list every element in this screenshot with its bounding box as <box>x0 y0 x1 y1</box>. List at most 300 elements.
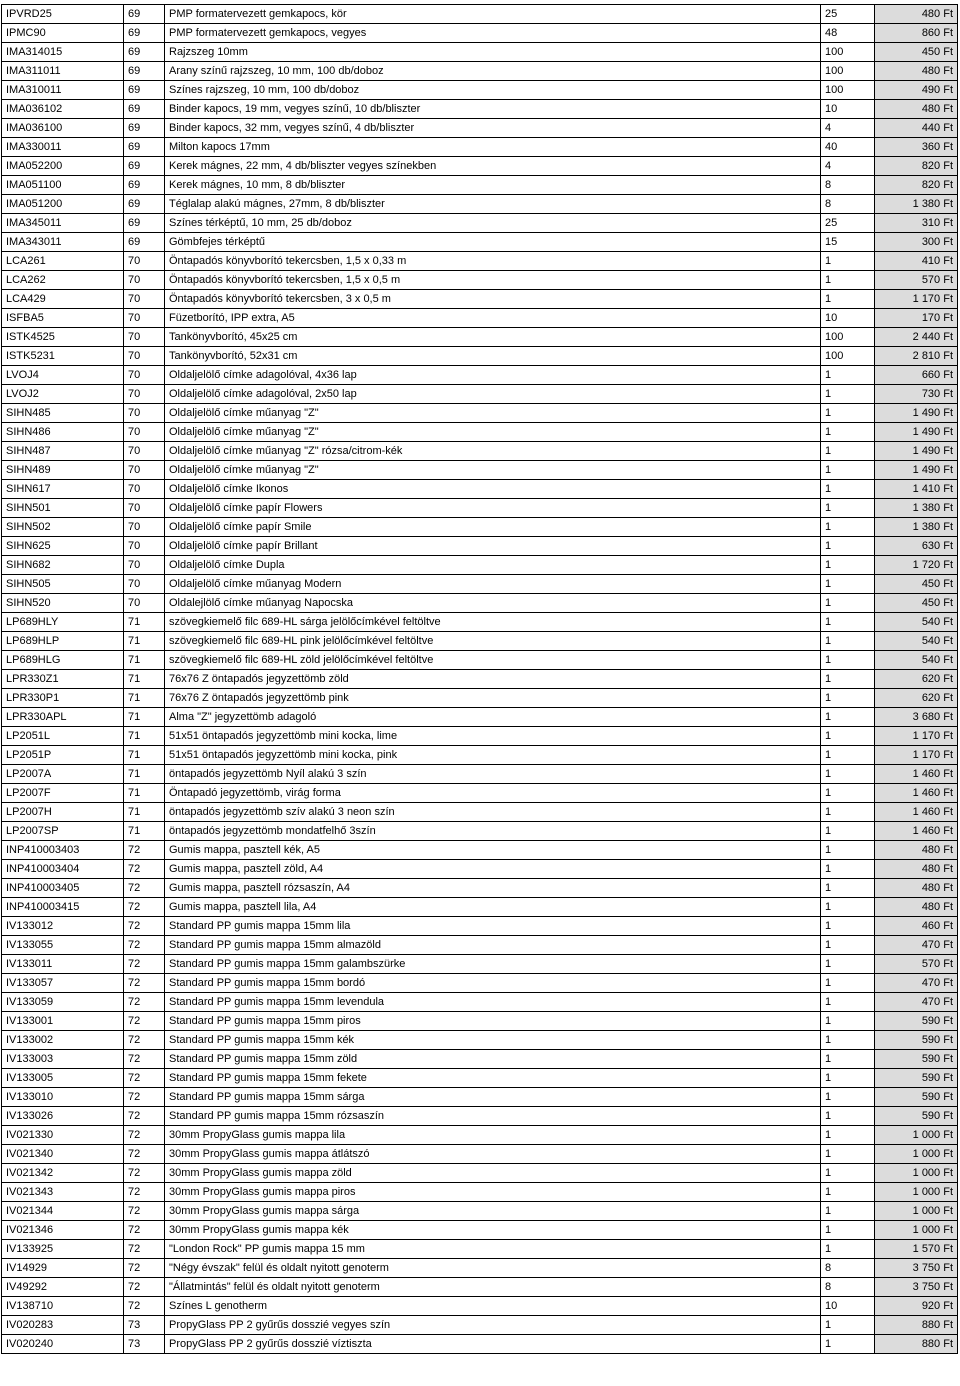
product-description-cell: 51x51 öntapadós jegyzettömb mini kocka, pink <box>165 746 821 765</box>
price-cell: 1 460 Ft <box>875 822 958 841</box>
catalog-page-cell: 72 <box>124 1031 165 1050</box>
price-cell: 3 680 Ft <box>875 708 958 727</box>
price-cell: 1 000 Ft <box>875 1126 958 1145</box>
product-code-cell: LP2007F <box>2 784 124 803</box>
table-row <box>2 43 958 62</box>
catalog-page-cell: 69 <box>124 62 165 81</box>
price-cell: 540 Ft <box>875 613 958 632</box>
product-code-cell: IV133011 <box>2 955 124 974</box>
price-cell: 360 Ft <box>875 138 958 157</box>
pack-quantity-cell: 1 <box>821 917 875 936</box>
product-code-cell: LCA261 <box>2 252 124 271</box>
product-description-cell: Standard PP gumis mappa 15mm lila <box>165 917 821 936</box>
product-code-cell: LPR330P1 <box>2 689 124 708</box>
product-description-cell: PMP formatervezett gemkapocs, kör <box>165 5 821 24</box>
table-row <box>2 1183 958 1202</box>
pack-quantity-cell: 48 <box>821 24 875 43</box>
product-description-cell: Standard PP gumis mappa 15mm piros <box>165 1012 821 1031</box>
product-description-cell: Rajzszeg 10mm <box>165 43 821 62</box>
pack-quantity-cell: 1 <box>821 765 875 784</box>
product-description-cell: öntapadós jegyzettömb Nyíl alakú 3 szín <box>165 765 821 784</box>
price-cell: 630 Ft <box>875 537 958 556</box>
price-cell: 880 Ft <box>875 1316 958 1335</box>
table-row <box>2 1088 958 1107</box>
price-cell: 620 Ft <box>875 670 958 689</box>
table-row <box>2 632 958 651</box>
product-description-cell: 76x76 Z öntapadós jegyzettömb zöld <box>165 670 821 689</box>
pack-quantity-cell: 1 <box>821 575 875 594</box>
pack-quantity-cell: 8 <box>821 1278 875 1297</box>
pack-quantity-cell: 1 <box>821 1031 875 1050</box>
table-row <box>2 385 958 404</box>
pack-quantity-cell: 1 <box>821 1316 875 1335</box>
pack-quantity-cell: 25 <box>821 5 875 24</box>
price-list-body <box>2 5 958 1354</box>
catalog-page-cell: 72 <box>124 879 165 898</box>
product-description-cell: 30mm PropyGlass gumis mappa piros <box>165 1183 821 1202</box>
table-row <box>2 233 958 252</box>
product-description-cell: Oldaljelölő címke műanyag "Z" <box>165 461 821 480</box>
catalog-page-cell: 70 <box>124 461 165 480</box>
price-cell: 1 720 Ft <box>875 556 958 575</box>
product-description-cell: Öntapadó jegyzettömb, virág forma <box>165 784 821 803</box>
pack-quantity-cell: 40 <box>821 138 875 157</box>
product-code-cell: SIHN505 <box>2 575 124 594</box>
catalog-page-cell: 73 <box>124 1335 165 1354</box>
pack-quantity-cell: 100 <box>821 328 875 347</box>
catalog-page-cell: 71 <box>124 651 165 670</box>
product-code-cell: IV133005 <box>2 1069 124 1088</box>
price-cell: 410 Ft <box>875 252 958 271</box>
table-row <box>2 366 958 385</box>
price-cell: 2 810 Ft <box>875 347 958 366</box>
catalog-page-cell: 72 <box>124 1126 165 1145</box>
catalog-page-cell: 72 <box>124 1202 165 1221</box>
price-cell: 1 460 Ft <box>875 784 958 803</box>
product-code-cell: LCA262 <box>2 271 124 290</box>
price-cell: 570 Ft <box>875 271 958 290</box>
product-code-cell: IMA036102 <box>2 100 124 119</box>
catalog-page-cell: 70 <box>124 309 165 328</box>
table-row <box>2 1031 958 1050</box>
catalog-page-cell: 69 <box>124 138 165 157</box>
product-description-cell: Standard PP gumis mappa 15mm fekete <box>165 1069 821 1088</box>
table-row <box>2 347 958 366</box>
catalog-page-cell: 69 <box>124 233 165 252</box>
price-cell: 3 750 Ft <box>875 1259 958 1278</box>
table-row <box>2 822 958 841</box>
product-description-cell: Standard PP gumis mappa 15mm bordó <box>165 974 821 993</box>
catalog-page-cell: 72 <box>124 1240 165 1259</box>
pack-quantity-cell: 1 <box>821 271 875 290</box>
product-code-cell: ISFBA5 <box>2 309 124 328</box>
price-list-table <box>1 4 958 1354</box>
catalog-page-cell: 71 <box>124 727 165 746</box>
product-code-cell: IMA052200 <box>2 157 124 176</box>
pack-quantity-cell: 1 <box>821 822 875 841</box>
pack-quantity-cell: 1 <box>821 1069 875 1088</box>
product-description-cell: Kerek mágnes, 22 mm, 4 db/bliszter vegyes színekben <box>165 157 821 176</box>
product-code-cell: SIHN617 <box>2 480 124 499</box>
catalog-page-cell: 72 <box>124 841 165 860</box>
table-row <box>2 1164 958 1183</box>
catalog-page-cell: 69 <box>124 214 165 233</box>
pack-quantity-cell: 1 <box>821 556 875 575</box>
pack-quantity-cell: 1 <box>821 252 875 271</box>
price-cell: 1 490 Ft <box>875 442 958 461</box>
product-description-cell: "Állatmintás" felül és oldalt nyitott genoterm <box>165 1278 821 1297</box>
price-cell: 470 Ft <box>875 993 958 1012</box>
pack-quantity-cell: 15 <box>821 233 875 252</box>
catalog-page-cell: 69 <box>124 119 165 138</box>
price-cell: 540 Ft <box>875 651 958 670</box>
product-description-cell: Oldalejlölő címke műanyag Napocska <box>165 594 821 613</box>
catalog-page-cell: 69 <box>124 81 165 100</box>
pack-quantity-cell: 1 <box>821 1050 875 1069</box>
product-code-cell: IV133059 <box>2 993 124 1012</box>
product-code-cell: LP689HLP <box>2 632 124 651</box>
catalog-page-cell: 72 <box>124 993 165 1012</box>
catalog-page-cell: 70 <box>124 594 165 613</box>
table-row <box>2 62 958 81</box>
pack-quantity-cell: 1 <box>821 499 875 518</box>
catalog-page-cell: 72 <box>124 974 165 993</box>
table-row <box>2 309 958 328</box>
product-code-cell: IV133010 <box>2 1088 124 1107</box>
catalog-page-cell: 69 <box>124 43 165 62</box>
product-description-cell: Oldaljelölő címke papír Smile <box>165 518 821 537</box>
table-row <box>2 1335 958 1354</box>
price-cell: 480 Ft <box>875 860 958 879</box>
table-row <box>2 879 958 898</box>
product-code-cell: IMA051200 <box>2 195 124 214</box>
product-description-cell: 30mm PropyGlass gumis mappa zöld <box>165 1164 821 1183</box>
table-row <box>2 1107 958 1126</box>
product-code-cell: LP2007A <box>2 765 124 784</box>
product-description-cell: Tankönyvborító, 52x31 cm <box>165 347 821 366</box>
product-code-cell: IV14929 <box>2 1259 124 1278</box>
catalog-page-cell: 72 <box>124 1069 165 1088</box>
catalog-page-cell: 70 <box>124 442 165 461</box>
price-cell: 1 000 Ft <box>875 1221 958 1240</box>
catalog-page-cell: 72 <box>124 860 165 879</box>
table-row <box>2 328 958 347</box>
product-description-cell: Oldaljelölő címke műanyag Modern <box>165 575 821 594</box>
product-code-cell: SIHN502 <box>2 518 124 537</box>
product-description-cell: Standard PP gumis mappa 15mm zöld <box>165 1050 821 1069</box>
pack-quantity-cell: 1 <box>821 1126 875 1145</box>
price-cell: 1 380 Ft <box>875 499 958 518</box>
product-description-cell: "London Rock" PP gumis mappa 15 mm <box>165 1240 821 1259</box>
product-code-cell: SIHN682 <box>2 556 124 575</box>
pack-quantity-cell: 10 <box>821 1297 875 1316</box>
catalog-page-cell: 71 <box>124 803 165 822</box>
product-code-cell: SIHN625 <box>2 537 124 556</box>
product-description-cell: Oldaljelölő címke papír Brillant <box>165 537 821 556</box>
table-row <box>2 24 958 43</box>
pack-quantity-cell: 1 <box>821 689 875 708</box>
price-cell: 2 440 Ft <box>875 328 958 347</box>
table-row <box>2 1259 958 1278</box>
price-cell: 310 Ft <box>875 214 958 233</box>
price-cell: 590 Ft <box>875 1107 958 1126</box>
product-description-cell: szövegkiemelő filc 689-HL pink jelölőcímkével feltöltve <box>165 632 821 651</box>
price-cell: 170 Ft <box>875 309 958 328</box>
price-cell: 820 Ft <box>875 176 958 195</box>
product-description-cell: Milton kapocs 17mm <box>165 138 821 157</box>
product-description-cell: Oldaljelölő címke Ikonos <box>165 480 821 499</box>
product-description-cell: szövegkiemelő filc 689-HL zöld jelölőcímkével feltöltve <box>165 651 821 670</box>
catalog-page-cell: 70 <box>124 480 165 499</box>
price-cell: 590 Ft <box>875 1031 958 1050</box>
catalog-page-cell: 70 <box>124 271 165 290</box>
product-code-cell: LVOJ4 <box>2 366 124 385</box>
product-code-cell: LP2007SP <box>2 822 124 841</box>
catalog-page-cell: 70 <box>124 385 165 404</box>
catalog-page-cell: 70 <box>124 328 165 347</box>
table-row <box>2 727 958 746</box>
product-code-cell: INP410003415 <box>2 898 124 917</box>
table-row <box>2 575 958 594</box>
product-code-cell: IPVRD25 <box>2 5 124 24</box>
catalog-page-cell: 72 <box>124 1012 165 1031</box>
catalog-page-cell: 70 <box>124 537 165 556</box>
pack-quantity-cell: 4 <box>821 157 875 176</box>
pack-quantity-cell: 1 <box>821 803 875 822</box>
pack-quantity-cell: 1 <box>821 1107 875 1126</box>
product-code-cell: IV133001 <box>2 1012 124 1031</box>
price-cell: 820 Ft <box>875 157 958 176</box>
pack-quantity-cell: 1 <box>821 366 875 385</box>
pack-quantity-cell: 1 <box>821 841 875 860</box>
table-row <box>2 974 958 993</box>
catalog-page-cell: 72 <box>124 1164 165 1183</box>
table-row <box>2 556 958 575</box>
price-cell: 440 Ft <box>875 119 958 138</box>
product-code-cell: LPR330APL <box>2 708 124 727</box>
catalog-page-cell: 69 <box>124 195 165 214</box>
pack-quantity-cell: 1 <box>821 784 875 803</box>
pack-quantity-cell: 8 <box>821 195 875 214</box>
pack-quantity-cell: 1 <box>821 632 875 651</box>
table-row <box>2 119 958 138</box>
table-row <box>2 936 958 955</box>
product-description-cell: Gumis mappa, pasztell rózsaszín, A4 <box>165 879 821 898</box>
table-row <box>2 841 958 860</box>
catalog-page-cell: 70 <box>124 347 165 366</box>
product-code-cell: IV133003 <box>2 1050 124 1069</box>
table-row <box>2 689 958 708</box>
product-code-cell: IV133925 <box>2 1240 124 1259</box>
pack-quantity-cell: 1 <box>821 1088 875 1107</box>
product-description-cell: Standard PP gumis mappa 15mm levendula <box>165 993 821 1012</box>
product-code-cell: IV021343 <box>2 1183 124 1202</box>
price-cell: 1 410 Ft <box>875 480 958 499</box>
table-row <box>2 157 958 176</box>
product-code-cell: IV133012 <box>2 917 124 936</box>
product-code-cell: IV021330 <box>2 1126 124 1145</box>
price-cell: 920 Ft <box>875 1297 958 1316</box>
price-cell: 880 Ft <box>875 1335 958 1354</box>
table-row <box>2 5 958 24</box>
product-code-cell: IMA310011 <box>2 81 124 100</box>
table-row <box>2 423 958 442</box>
price-cell: 470 Ft <box>875 936 958 955</box>
price-cell: 1 170 Ft <box>875 727 958 746</box>
product-code-cell: IMA330011 <box>2 138 124 157</box>
pack-quantity-cell: 1 <box>821 974 875 993</box>
product-code-cell: LPR330Z1 <box>2 670 124 689</box>
catalog-page-cell: 72 <box>124 955 165 974</box>
pack-quantity-cell: 1 <box>821 442 875 461</box>
table-row <box>2 404 958 423</box>
price-cell: 1 170 Ft <box>875 290 958 309</box>
catalog-page-cell: 72 <box>124 936 165 955</box>
product-code-cell: IMA314015 <box>2 43 124 62</box>
catalog-page-cell: 72 <box>124 1183 165 1202</box>
price-cell: 1 170 Ft <box>875 746 958 765</box>
product-description-cell: Oldaljelölő címke adagolóval, 4x36 lap <box>165 366 821 385</box>
table-row <box>2 1126 958 1145</box>
product-description-cell: Kerek mágnes, 10 mm, 8 db/bliszter <box>165 176 821 195</box>
table-row <box>2 765 958 784</box>
catalog-page-cell: 72 <box>124 1259 165 1278</box>
table-row <box>2 537 958 556</box>
price-cell: 540 Ft <box>875 632 958 651</box>
pack-quantity-cell: 4 <box>821 119 875 138</box>
table-row <box>2 651 958 670</box>
product-code-cell: IV021342 <box>2 1164 124 1183</box>
pack-quantity-cell: 1 <box>821 955 875 974</box>
catalog-page-cell: 72 <box>124 1278 165 1297</box>
catalog-page-cell: 72 <box>124 917 165 936</box>
product-code-cell: LP2007H <box>2 803 124 822</box>
product-code-cell: LP689HLG <box>2 651 124 670</box>
product-code-cell: INP410003403 <box>2 841 124 860</box>
price-cell: 1 000 Ft <box>875 1202 958 1221</box>
price-cell: 450 Ft <box>875 575 958 594</box>
catalog-page-cell: 71 <box>124 765 165 784</box>
catalog-page-cell: 70 <box>124 575 165 594</box>
product-code-cell: IMA343011 <box>2 233 124 252</box>
product-code-cell: IV021346 <box>2 1221 124 1240</box>
price-cell: 450 Ft <box>875 43 958 62</box>
product-code-cell: LVOJ2 <box>2 385 124 404</box>
product-code-cell: LP2051L <box>2 727 124 746</box>
pack-quantity-cell: 8 <box>821 176 875 195</box>
pack-quantity-cell: 8 <box>821 1259 875 1278</box>
product-description-cell: Standard PP gumis mappa 15mm rózsaszín <box>165 1107 821 1126</box>
pack-quantity-cell: 1 <box>821 594 875 613</box>
product-description-cell: Oldaljelölő címke papír Flowers <box>165 499 821 518</box>
pack-quantity-cell: 1 <box>821 461 875 480</box>
catalog-page-cell: 69 <box>124 24 165 43</box>
price-cell: 3 750 Ft <box>875 1278 958 1297</box>
product-code-cell: IV020283 <box>2 1316 124 1335</box>
price-cell: 300 Ft <box>875 233 958 252</box>
catalog-page-cell: 69 <box>124 176 165 195</box>
table-row <box>2 670 958 689</box>
table-row <box>2 138 958 157</box>
product-description-cell: Színes rajzszeg, 10 mm, 100 db/doboz <box>165 81 821 100</box>
catalog-page-cell: 73 <box>124 1316 165 1335</box>
product-code-cell: SIHN485 <box>2 404 124 423</box>
price-cell: 460 Ft <box>875 917 958 936</box>
table-row <box>2 1069 958 1088</box>
product-description-cell: Téglalap alakú mágnes, 27mm, 8 db/bliszter <box>165 195 821 214</box>
catalog-page-cell: 70 <box>124 423 165 442</box>
price-cell: 480 Ft <box>875 898 958 917</box>
product-code-cell: IV133002 <box>2 1031 124 1050</box>
pack-quantity-cell: 1 <box>821 1240 875 1259</box>
product-code-cell: IMA036100 <box>2 119 124 138</box>
pack-quantity-cell: 1 <box>821 423 875 442</box>
table-row <box>2 499 958 518</box>
pack-quantity-cell: 1 <box>821 708 875 727</box>
product-description-cell: Oldaljelölő címke adagolóval, 2x50 lap <box>165 385 821 404</box>
product-code-cell: LP689HLY <box>2 613 124 632</box>
catalog-page-cell: 69 <box>124 157 165 176</box>
product-code-cell: IV138710 <box>2 1297 124 1316</box>
pack-quantity-cell: 1 <box>821 936 875 955</box>
price-cell: 570 Ft <box>875 955 958 974</box>
table-row <box>2 442 958 461</box>
pack-quantity-cell: 1 <box>821 290 875 309</box>
price-cell: 590 Ft <box>875 1069 958 1088</box>
price-cell: 730 Ft <box>875 385 958 404</box>
catalog-page-cell: 72 <box>124 1050 165 1069</box>
product-code-cell: IV021340 <box>2 1145 124 1164</box>
table-row <box>2 290 958 309</box>
catalog-page-cell: 70 <box>124 366 165 385</box>
catalog-page-cell: 71 <box>124 708 165 727</box>
product-code-cell: INP410003405 <box>2 879 124 898</box>
product-description-cell: 30mm PropyGlass gumis mappa átlátszó <box>165 1145 821 1164</box>
product-description-cell: Oldaljelölő címke műanyag "Z" rózsa/citrom-kék <box>165 442 821 461</box>
table-row <box>2 81 958 100</box>
pack-quantity-cell: 1 <box>821 537 875 556</box>
product-code-cell: ISTK4525 <box>2 328 124 347</box>
price-cell: 1 570 Ft <box>875 1240 958 1259</box>
table-row <box>2 176 958 195</box>
product-code-cell: SIHN520 <box>2 594 124 613</box>
price-cell: 480 Ft <box>875 5 958 24</box>
table-row <box>2 1012 958 1031</box>
price-cell: 620 Ft <box>875 689 958 708</box>
catalog-page-cell: 72 <box>124 1145 165 1164</box>
product-code-cell: IV021344 <box>2 1202 124 1221</box>
price-cell: 1 460 Ft <box>875 765 958 784</box>
product-description-cell: PMP formatervezett gemkapocs, vegyes <box>165 24 821 43</box>
price-cell: 1 000 Ft <box>875 1145 958 1164</box>
table-row <box>2 860 958 879</box>
product-description-cell: Oldaljelölő címke műanyag "Z" <box>165 423 821 442</box>
product-code-cell: LP2051P <box>2 746 124 765</box>
catalog-page-cell: 72 <box>124 898 165 917</box>
catalog-page-cell: 71 <box>124 784 165 803</box>
pack-quantity-cell: 1 <box>821 1145 875 1164</box>
pack-quantity-cell: 10 <box>821 100 875 119</box>
pack-quantity-cell: 1 <box>821 1335 875 1354</box>
price-cell: 1 460 Ft <box>875 803 958 822</box>
product-description-cell: Arany színű rajzszeg, 10 mm, 100 db/doboz <box>165 62 821 81</box>
table-row <box>2 708 958 727</box>
product-description-cell: Színes L genotherm <box>165 1297 821 1316</box>
table-row <box>2 195 958 214</box>
table-row <box>2 898 958 917</box>
catalog-page-cell: 69 <box>124 5 165 24</box>
pack-quantity-cell: 100 <box>821 43 875 62</box>
